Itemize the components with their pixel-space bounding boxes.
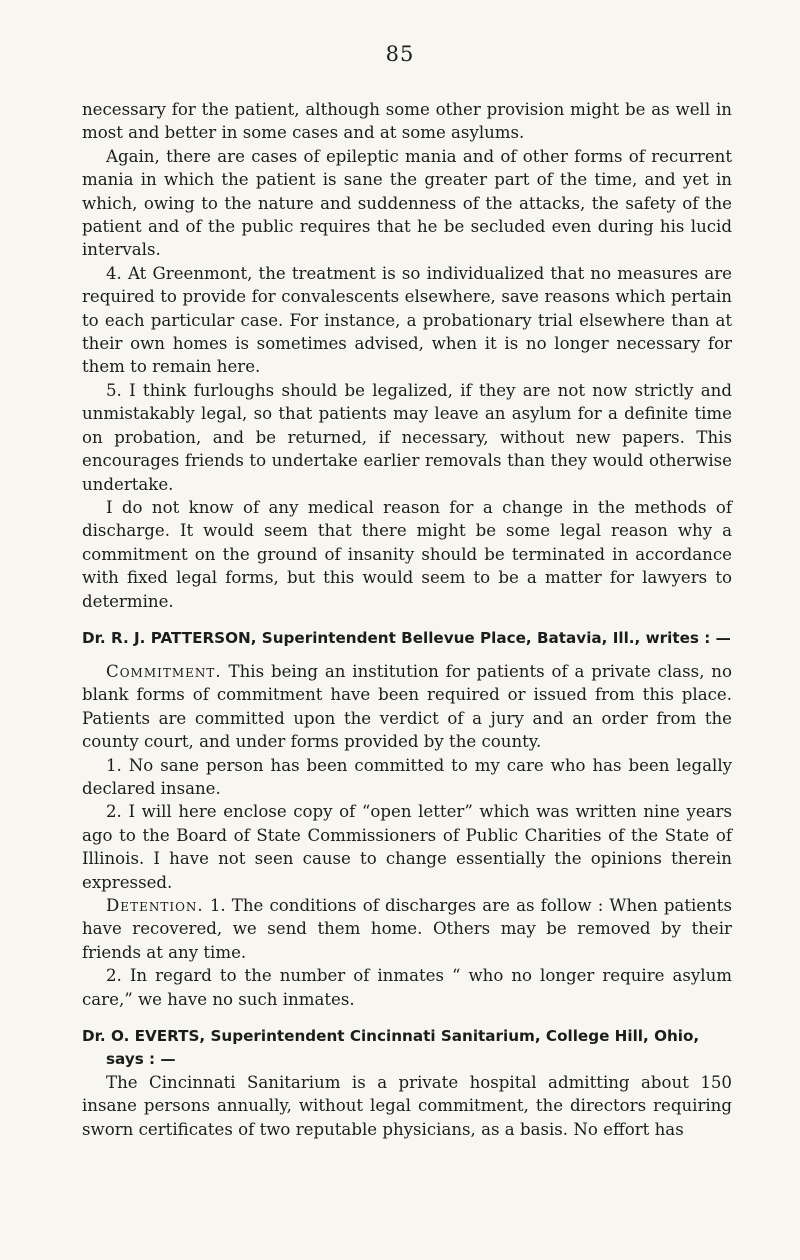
paragraph-item-5-furloughs: 5. I think furloughs should be legalized, if they are not now strictly and unmistakably legal, so that patients may leave an asylum for a definite time on probation, and be returned, if necessary, without new papers. This encourages friends to undertake earlier removals than they would otherwise undertake. (82, 380, 732, 494)
paragraph-discharge-methods: I do not know of any medical reason for a change in the methods of discharge. It would seem that there might be some legal reason why a commitment on the ground of insanity should be terminated in accordance with fixed legal forms, but this would seem to be a matter for lawyers to determine. (82, 497, 732, 611)
detention-text: 1. The conditions of discharges are as follow : When patients have recovered, we send them home. Others may be removed by their friends at any time. (82, 896, 732, 962)
everts-heading: Dr. O. EVERTS, Superintendent Cincinnati Sanitarium, College Hill, Ohio, says : — (82, 1027, 700, 1069)
page-number: 85 (385, 42, 415, 66)
patterson-heading: Dr. R. J. PATTERSON, Superintendent Bellevue Place, Batavia, Ill., writes : — (82, 628, 731, 647)
paragraph-patterson-item-3: 2. In regard to the number of inmates “ who no longer require asylum care,” we have no such inmates. (82, 966, 732, 1009)
paragraph-continuation: necessary for the patient, although some other provision might be as well in most and better in some cases and at some asylums. (82, 100, 732, 143)
commitment-text: This being an institution for patients of a private class, no blank forms of commitment have been required or issued from this place. Patients are committed upon the verdict of a jury and an order from the county court, and under forms provided by the county. (82, 661, 732, 752)
paragraph-commitment (82, 660, 732, 754)
paragraph-patterson-item-1: 1. No sane person has been committed to my care who has been legally declared insane. (82, 755, 732, 798)
commitment-label: Commitment. (106, 661, 222, 681)
paragraph-patterson-item-2: 2. I will here enclose copy of “open letter” which was written nine years ago to the Board of State Commissioners of Public Charities of the State of Illinois. I have not seen cause to change essentially the opinions therein expressed. (82, 802, 732, 892)
paragraph-detention (82, 894, 732, 964)
page-body (82, 98, 732, 1141)
detention-label: Detention. (106, 896, 204, 915)
paragraph-item-4-greenmont: 4. At Greenmont, the treatment is so individualized that no measures are required to provide for convalescents elsewhere, save reasons which pertain to each particular case. For instance, a probationary trial elsewhere than at their own homes is sometimes advised, when it is no longer necessary for them to remain here. (82, 263, 732, 377)
paragraph-epileptic-mania: Again, there are cases of epileptic mania and of other forms of recurrent mania in which the patient is sane the greater part of the time, and yet in which, owing to the nature and suddenness of the attacks, the safety of the patient and of the public requires that he be secluded even during his lucid intervals. (82, 146, 732, 260)
paragraph-cincinnati-sanitarium: The Cincinnati Sanitarium is a private hospital admitting about 150 insane persons annually, without legal commitment, the directors requiring sworn certificates of two reputable physicians, as a basis. No effort has (82, 1073, 732, 1139)
